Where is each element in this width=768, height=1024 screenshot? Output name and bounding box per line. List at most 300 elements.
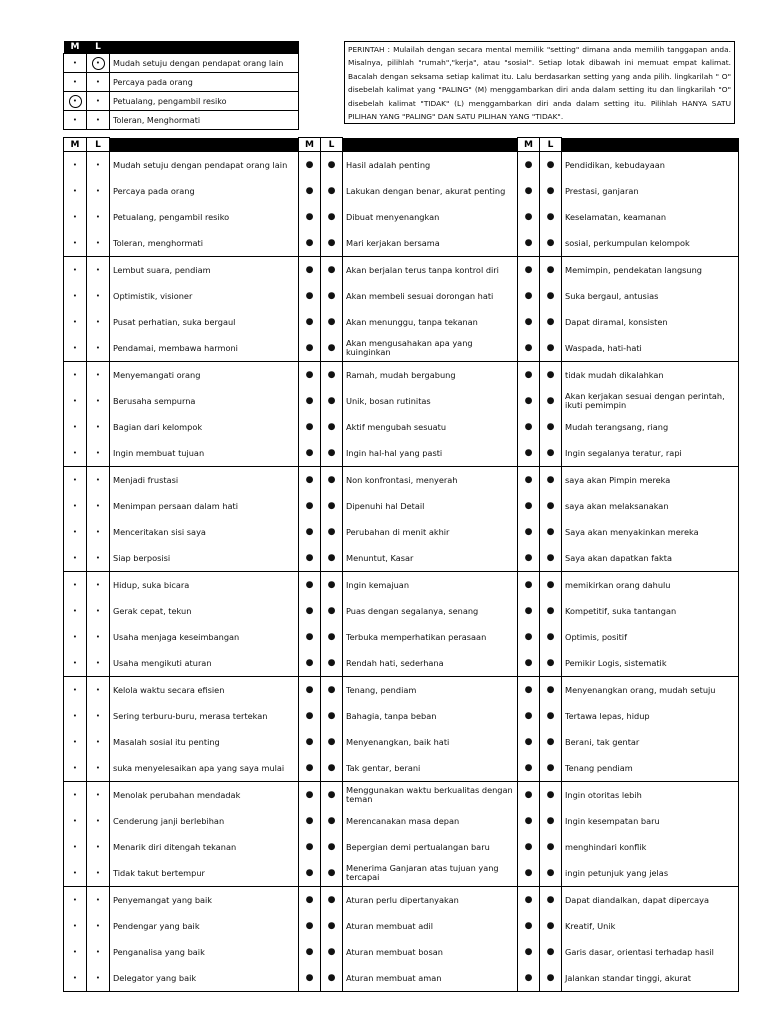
statement: Merencanakan masa depan: [343, 808, 518, 834]
l-choice[interactable]: [540, 834, 562, 860]
table-row: [64, 178, 739, 204]
l-choice[interactable]: [87, 414, 110, 440]
m-choice[interactable]: [518, 545, 540, 572]
m-choice[interactable]: [518, 650, 540, 677]
bullet-icon: ●: [546, 342, 555, 353]
m-choice[interactable]: [518, 939, 540, 965]
bullet-icon: ●: [546, 552, 555, 563]
m-choice[interactable]: [518, 782, 540, 809]
example-m-choice[interactable]: [64, 73, 87, 92]
table-row: [64, 467, 739, 494]
l-choice[interactable]: [540, 860, 562, 887]
l-choice[interactable]: [540, 362, 562, 389]
bullet-icon: •: [95, 580, 101, 589]
l-choice[interactable]: [321, 230, 343, 257]
m-choice[interactable]: [518, 913, 540, 939]
l-choice[interactable]: [540, 729, 562, 755]
bullet-icon: •: [72, 475, 78, 484]
bullet-icon: ●: [524, 920, 533, 931]
bullet-icon: •: [72, 59, 78, 67]
l-choice[interactable]: [540, 782, 562, 809]
l-choice[interactable]: [540, 178, 562, 204]
bullet-icon: ●: [305, 894, 314, 905]
l-choice[interactable]: [321, 755, 343, 782]
bullet-icon: ●: [546, 657, 555, 668]
l-choice[interactable]: [540, 677, 562, 704]
l-choice[interactable]: [321, 782, 343, 809]
bullet-icon: •: [95, 816, 101, 825]
statement: Delegator yang baik: [110, 965, 299, 992]
bullet-icon: •: [72, 973, 78, 982]
example-header-row: [64, 41, 299, 54]
m-choice[interactable]: [518, 467, 540, 494]
m-choice[interactable]: [299, 939, 321, 965]
m-choice[interactable]: [64, 598, 87, 624]
m-choice[interactable]: [518, 388, 540, 414]
statement: Saya akan dapatkan fakta: [562, 545, 739, 572]
l-choice[interactable]: [87, 887, 110, 914]
statement: Pusat perhatian, suka bergaul: [110, 309, 299, 335]
l-choice[interactable]: [540, 467, 562, 494]
l-choice[interactable]: [540, 650, 562, 677]
example-m-choice[interactable]: [64, 92, 87, 111]
statement: saya akan Pimpin mereka: [562, 467, 739, 494]
l-choice[interactable]: [321, 414, 343, 440]
bullet-icon: ●: [524, 159, 533, 170]
m-choice[interactable]: [64, 493, 87, 519]
l-choice[interactable]: [87, 545, 110, 572]
l-choice[interactable]: [321, 650, 343, 677]
l-choice[interactable]: [87, 230, 110, 257]
m-choice[interactable]: [299, 519, 321, 545]
bullet-icon: •: [95, 186, 101, 195]
statement: Pendengar yang baik: [110, 913, 299, 939]
l-choice[interactable]: [321, 467, 343, 494]
statement: memikirkan orang dahulu: [562, 572, 739, 599]
m-choice[interactable]: [299, 808, 321, 834]
l-choice[interactable]: [321, 703, 343, 729]
m-choice[interactable]: [518, 677, 540, 704]
bullet-icon: •: [95, 553, 101, 562]
bullet-icon: •: [95, 711, 101, 720]
m-choice[interactable]: [518, 572, 540, 599]
m-choice[interactable]: [518, 178, 540, 204]
l-choice[interactable]: [321, 362, 343, 389]
l-choice[interactable]: [87, 152, 110, 179]
m-choice[interactable]: [518, 283, 540, 309]
l-choice[interactable]: [321, 440, 343, 467]
statement: Waspada, hati-hati: [562, 335, 739, 362]
l-choice[interactable]: [87, 283, 110, 309]
bullet-icon: •: [72, 78, 78, 86]
m-choice[interactable]: [64, 230, 87, 257]
bullet-icon: ●: [305, 841, 314, 852]
m-choice[interactable]: [64, 887, 87, 914]
m-choice[interactable]: [64, 860, 87, 887]
l-choice[interactable]: [540, 309, 562, 335]
m-choice[interactable]: [64, 965, 87, 992]
statement: Menyenangkan, baik hati: [343, 729, 518, 755]
bullet-icon: ●: [546, 421, 555, 432]
l-choice[interactable]: [321, 834, 343, 860]
l-choice[interactable]: [87, 178, 110, 204]
m-choice[interactable]: [518, 309, 540, 335]
bullet-icon: ●: [305, 526, 314, 537]
bullet-icon: ●: [305, 237, 314, 248]
example-row: [64, 92, 299, 111]
l-choice[interactable]: [87, 572, 110, 599]
m-choice[interactable]: [64, 335, 87, 362]
l-choice[interactable]: [87, 860, 110, 887]
l-choice[interactable]: [87, 939, 110, 965]
m-choice[interactable]: [518, 624, 540, 650]
m-choice[interactable]: [64, 545, 87, 572]
table-row: [64, 703, 739, 729]
m-choice[interactable]: [64, 808, 87, 834]
m-choice[interactable]: [299, 467, 321, 494]
circled-bullet-icon: •: [69, 95, 82, 108]
header-m-3: M: [518, 138, 540, 152]
bullet-icon: •: [72, 685, 78, 694]
l-choice[interactable]: [540, 545, 562, 572]
m-choice[interactable]: [64, 939, 87, 965]
statement: Keselamatan, keamanan: [562, 204, 739, 230]
example-m-choice[interactable]: [64, 111, 87, 130]
m-choice[interactable]: [299, 860, 321, 887]
bullet-icon: •: [95, 973, 101, 982]
m-choice[interactable]: [299, 388, 321, 414]
bullet-icon: ●: [546, 316, 555, 327]
l-choice[interactable]: [540, 808, 562, 834]
l-choice[interactable]: [87, 965, 110, 992]
m-choice[interactable]: [64, 755, 87, 782]
l-choice[interactable]: [321, 860, 343, 887]
bullet-icon: ●: [546, 762, 555, 773]
m-choice[interactable]: [299, 834, 321, 860]
m-choice[interactable]: [64, 572, 87, 599]
l-choice[interactable]: [540, 152, 562, 179]
m-choice[interactable]: [299, 257, 321, 284]
bullet-icon: ●: [305, 342, 314, 353]
statement: Aturan perlu dipertanyakan: [343, 887, 518, 914]
statement: Bahagia, tanpa beban: [343, 703, 518, 729]
bullet-icon: •: [95, 448, 101, 457]
l-choice[interactable]: [87, 677, 110, 704]
m-choice[interactable]: [64, 283, 87, 309]
bullet-icon: ●: [327, 185, 336, 196]
l-choice[interactable]: [540, 887, 562, 914]
bullet-icon: •: [72, 580, 78, 589]
table-row: [64, 860, 739, 887]
l-choice[interactable]: [321, 808, 343, 834]
m-choice[interactable]: [299, 230, 321, 257]
table-row: [64, 782, 739, 809]
statement: ingin petunjuk yang jelas: [562, 860, 739, 887]
l-choice[interactable]: [321, 204, 343, 230]
m-choice[interactable]: [299, 178, 321, 204]
m-choice[interactable]: [518, 860, 540, 887]
m-choice[interactable]: [64, 440, 87, 467]
bullet-icon: ●: [327, 867, 336, 878]
m-choice[interactable]: [518, 152, 540, 179]
m-choice[interactable]: [518, 440, 540, 467]
bullet-icon: •: [95, 291, 101, 300]
table-row: [64, 204, 739, 230]
l-choice[interactable]: [87, 309, 110, 335]
l-choice[interactable]: [87, 913, 110, 939]
statement: saya akan melaksanakan: [562, 493, 739, 519]
l-choice[interactable]: [321, 965, 343, 992]
l-choice[interactable]: [540, 572, 562, 599]
l-choice[interactable]: [321, 545, 343, 572]
m-choice[interactable]: [64, 677, 87, 704]
statement: Lembut suara, pendiam: [110, 257, 299, 284]
bullet-icon: •: [95, 238, 101, 247]
statement: Usaha menjaga keseimbangan: [110, 624, 299, 650]
m-choice[interactable]: [64, 782, 87, 809]
bullet-icon: •: [95, 370, 101, 379]
l-choice[interactable]: [540, 440, 562, 467]
bullet-icon: ●: [305, 500, 314, 511]
bullet-icon: ●: [546, 605, 555, 616]
l-choice[interactable]: [540, 388, 562, 414]
bullet-icon: ●: [305, 710, 314, 721]
bullet-icon: •: [95, 921, 101, 930]
m-choice[interactable]: [299, 598, 321, 624]
bullet-icon: ●: [327, 552, 336, 563]
bullet-icon: ●: [524, 579, 533, 590]
m-choice[interactable]: [518, 362, 540, 389]
m-choice[interactable]: [299, 729, 321, 755]
m-choice[interactable]: [64, 729, 87, 755]
statement: Rendah hati, sederhana: [343, 650, 518, 677]
m-choice[interactable]: [518, 729, 540, 755]
m-choice[interactable]: [299, 414, 321, 440]
l-choice[interactable]: [87, 834, 110, 860]
statement: Pendamai, membawa harmoni: [110, 335, 299, 362]
m-choice[interactable]: [299, 650, 321, 677]
l-choice[interactable]: [87, 703, 110, 729]
table-row: [64, 887, 739, 914]
m-choice[interactable]: [64, 257, 87, 284]
m-choice[interactable]: [299, 677, 321, 704]
table-row: [64, 388, 739, 414]
table-row: [64, 362, 739, 389]
m-choice[interactable]: [64, 388, 87, 414]
statement: Mari kerjakan bersama: [343, 230, 518, 257]
l-choice[interactable]: [87, 519, 110, 545]
m-choice[interactable]: [299, 335, 321, 362]
statement: Tidak takut bertempur: [110, 860, 299, 887]
bullet-icon: ●: [546, 710, 555, 721]
m-choice[interactable]: [518, 965, 540, 992]
bullet-icon: ●: [305, 395, 314, 406]
l-choice[interactable]: [540, 335, 562, 362]
m-choice[interactable]: [299, 309, 321, 335]
l-choice[interactable]: [87, 729, 110, 755]
m-choice[interactable]: [299, 283, 321, 309]
bullet-icon: ●: [305, 290, 314, 301]
m-choice[interactable]: [299, 204, 321, 230]
statement: Kreatif, Unik: [562, 913, 739, 939]
l-choice[interactable]: [321, 913, 343, 939]
m-choice[interactable]: [64, 309, 87, 335]
l-choice[interactable]: [321, 677, 343, 704]
l-choice[interactable]: [540, 493, 562, 519]
statement: Berusaha sempurna: [110, 388, 299, 414]
l-choice[interactable]: [540, 965, 562, 992]
l-choice[interactable]: [321, 939, 343, 965]
m-choice[interactable]: [64, 178, 87, 204]
m-choice[interactable]: [64, 467, 87, 494]
m-choice[interactable]: [518, 519, 540, 545]
l-choice[interactable]: [540, 755, 562, 782]
bullet-icon: ●: [327, 920, 336, 931]
example-l-choice[interactable]: [87, 73, 110, 92]
m-choice[interactable]: [64, 703, 87, 729]
l-choice[interactable]: [87, 650, 110, 677]
m-choice[interactable]: [299, 913, 321, 939]
m-choice[interactable]: [299, 782, 321, 809]
statement: Akan berjalan terus tanpa kontrol diri: [343, 257, 518, 284]
l-choice[interactable]: [87, 467, 110, 494]
m-choice[interactable]: [518, 703, 540, 729]
l-choice[interactable]: [321, 257, 343, 284]
l-choice[interactable]: [87, 388, 110, 414]
bullet-icon: ●: [546, 211, 555, 222]
l-choice[interactable]: [321, 152, 343, 179]
bullet-icon: •: [72, 842, 78, 851]
l-choice[interactable]: [540, 703, 562, 729]
l-choice[interactable]: [540, 414, 562, 440]
m-choice[interactable]: [64, 362, 87, 389]
statement: Cenderung janji berlebihan: [110, 808, 299, 834]
bullet-icon: ●: [305, 631, 314, 642]
bullet-icon: ●: [524, 290, 533, 301]
example-l-choice[interactable]: [87, 92, 110, 111]
m-choice[interactable]: [299, 440, 321, 467]
l-choice[interactable]: [540, 913, 562, 939]
m-choice[interactable]: [518, 808, 540, 834]
m-choice[interactable]: [299, 572, 321, 599]
l-choice[interactable]: [540, 624, 562, 650]
m-choice[interactable]: [299, 493, 321, 519]
l-choice[interactable]: [87, 204, 110, 230]
m-choice[interactable]: [299, 545, 321, 572]
m-choice[interactable]: [518, 755, 540, 782]
l-choice[interactable]: [87, 257, 110, 284]
l-choice[interactable]: [321, 598, 343, 624]
m-choice[interactable]: [518, 335, 540, 362]
l-choice[interactable]: [321, 388, 343, 414]
example-m-choice[interactable]: [64, 54, 87, 73]
table-row: [64, 493, 739, 519]
bullet-icon: •: [95, 868, 101, 877]
m-choice[interactable]: [518, 414, 540, 440]
l-choice[interactable]: [87, 755, 110, 782]
bullet-icon: ●: [546, 920, 555, 931]
m-choice[interactable]: [64, 204, 87, 230]
m-choice[interactable]: [299, 152, 321, 179]
l-choice[interactable]: [321, 335, 343, 362]
statement: Tertawa lepas, hidup: [562, 703, 739, 729]
m-choice[interactable]: [64, 650, 87, 677]
l-choice[interactable]: [87, 362, 110, 389]
m-choice[interactable]: [518, 887, 540, 914]
l-choice[interactable]: [321, 519, 343, 545]
l-choice[interactable]: [540, 204, 562, 230]
m-choice[interactable]: [64, 152, 87, 179]
statement: Hidup, suka bicara: [110, 572, 299, 599]
l-choice[interactable]: [321, 729, 343, 755]
l-choice[interactable]: [540, 519, 562, 545]
m-choice[interactable]: [518, 204, 540, 230]
l-choice[interactable]: [87, 782, 110, 809]
m-choice[interactable]: [64, 414, 87, 440]
bullet-icon: •: [72, 790, 78, 799]
bullet-icon: ●: [305, 211, 314, 222]
l-choice[interactable]: [321, 572, 343, 599]
l-choice[interactable]: [540, 230, 562, 257]
bullet-icon: ●: [524, 342, 533, 353]
table-row: [64, 335, 739, 362]
l-choice[interactable]: [321, 178, 343, 204]
example-l-choice[interactable]: [87, 111, 110, 130]
m-choice[interactable]: [518, 493, 540, 519]
m-choice[interactable]: [518, 598, 540, 624]
l-choice[interactable]: [321, 493, 343, 519]
l-choice[interactable]: [540, 283, 562, 309]
m-choice[interactable]: [518, 230, 540, 257]
statement: Menceritakan sisi saya: [110, 519, 299, 545]
l-choice[interactable]: [540, 598, 562, 624]
m-choice[interactable]: [299, 624, 321, 650]
m-choice[interactable]: [299, 703, 321, 729]
m-choice[interactable]: [518, 257, 540, 284]
bullet-icon: ●: [305, 159, 314, 170]
bullet-icon: ●: [305, 264, 314, 275]
bullet-icon: ●: [546, 500, 555, 511]
m-choice[interactable]: [299, 965, 321, 992]
m-choice[interactable]: [299, 887, 321, 914]
l-choice[interactable]: [87, 808, 110, 834]
header-blank-2: [343, 138, 518, 152]
l-choice[interactable]: [540, 939, 562, 965]
l-choice[interactable]: [87, 440, 110, 467]
l-choice[interactable]: [321, 283, 343, 309]
l-choice[interactable]: [321, 309, 343, 335]
l-choice[interactable]: [87, 624, 110, 650]
l-choice[interactable]: [540, 257, 562, 284]
l-choice[interactable]: [87, 493, 110, 519]
m-choice[interactable]: [64, 519, 87, 545]
statement: Gerak cepat, tekun: [110, 598, 299, 624]
example-l-choice[interactable]: [87, 54, 110, 73]
l-choice[interactable]: [87, 598, 110, 624]
l-choice[interactable]: [321, 624, 343, 650]
table-row: [64, 257, 739, 284]
statement: Tenang pendiam: [562, 755, 739, 782]
m-choice[interactable]: [64, 913, 87, 939]
m-choice[interactable]: [299, 755, 321, 782]
m-choice[interactable]: [299, 362, 321, 389]
l-choice[interactable]: [321, 887, 343, 914]
m-choice[interactable]: [64, 624, 87, 650]
l-choice[interactable]: [87, 335, 110, 362]
bullet-icon: •: [95, 97, 101, 105]
m-choice[interactable]: [518, 834, 540, 860]
m-choice[interactable]: [64, 834, 87, 860]
